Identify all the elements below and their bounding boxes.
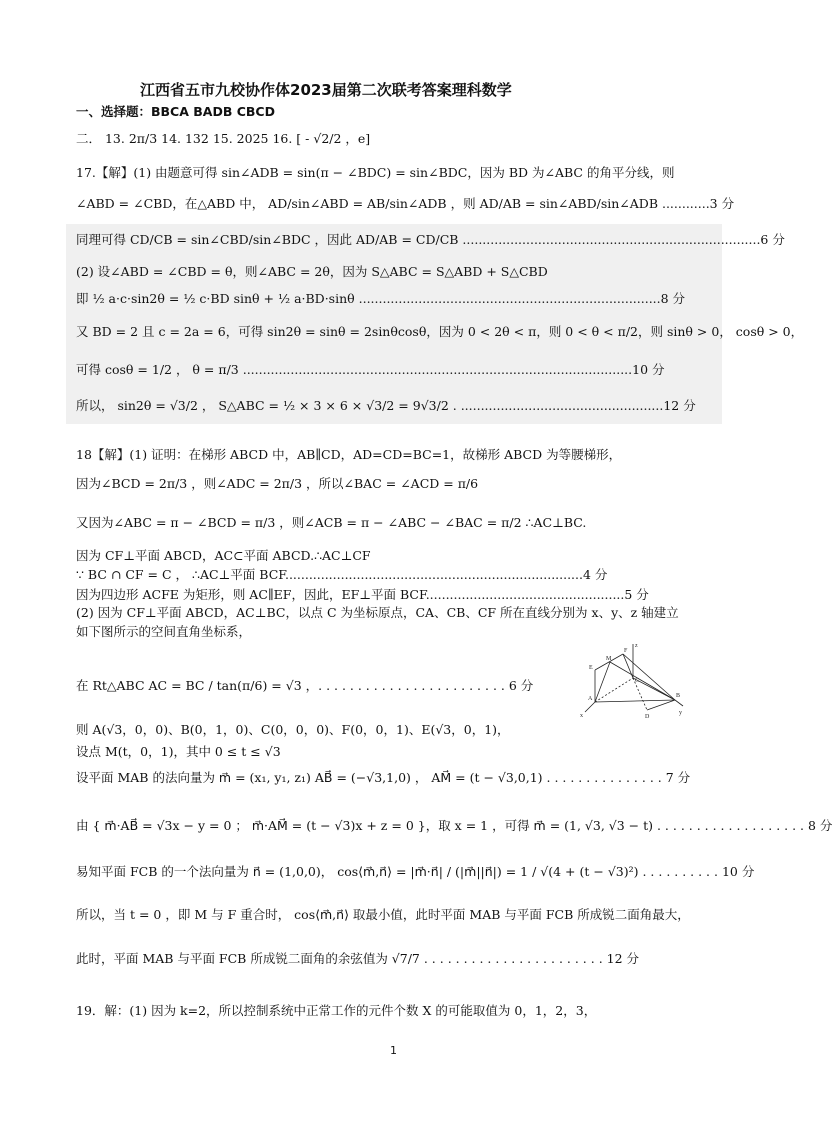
page-number: 1 xyxy=(390,1044,397,1057)
q18-line-12: 设平面 MAB 的法向量为 m⃗ = (x₁, y₁, z₁) AB⃗ = (−√3,1,0) ， AM⃗ = (t − √3,0,1) . . . . . . . . . . . . . . . 7 分 xyxy=(76,770,691,785)
figure-label-a: A xyxy=(588,696,593,702)
q18-line-14: 易知平面 FCB 的一个法向量为 n⃗ = (1,0,0)， cos⟨m⃗,n⃗⟩ = |m⃗·n⃗| / (|m⃗||n⃗|) = 1 / √(4 + (t − √3)²) . . . . . . . . . . 10 分 xyxy=(76,864,755,879)
figure-edge-ac xyxy=(595,678,633,702)
q18-line-7: (2) 因为 CF⊥平面 ABCD，AC⊥BC，以点 C 为坐标原点，CA、CB、CF 所在直线分别为 x、y、z 轴建立 xyxy=(76,605,679,620)
q17-line-4: (2) 设∠ABD = ∠CBD = θ，则∠ABC = 2θ，因为 S△ABC = S△ABD + S△CBD xyxy=(76,264,548,279)
coordinate-figure xyxy=(575,640,685,720)
q17-line-6: 又 BD = 2 且 c = 2a = 6，可得 sin2θ = sinθ = 2sinθcosθ，因为 0 < 2θ < π，则 0 < θ < π/2，则 sinθ > 0， cosθ > 0， xyxy=(76,324,804,339)
figure-edge-db xyxy=(647,700,675,710)
q18-line-6: 因为四边形 ACFE 为矩形，则 AC∥EF，因此，EF⊥平面 BCF..................................................5 分 xyxy=(76,587,649,602)
q18-line-3: 又因为∠ABC = π − ∠BCD = π/3 ，则∠ACB = π − ∠ABC − ∠BAC = π/2 ∴AC⊥BC. xyxy=(76,515,587,530)
figure-edge-mb xyxy=(610,662,675,700)
figure-label-y: y xyxy=(679,710,682,716)
q18-line-9: 在 Rt△ABC AC = BC / tan(π/6) = √3 ，. . . . . . . . . . . . . . . . . . . . . . . . 6 分 xyxy=(76,678,534,693)
q18-line-15: 所以，当 t = 0 ，即 M 与 F 重合时， cos⟨m⃗,n⃗⟩ 取最小值，此时平面 MAB 与平面 FCB 所成锐二面角最大， xyxy=(76,907,690,922)
q17-line-1: 17.【解】(1) 由题意可得 sin∠ADB = sin(π − ∠BDC) = sin∠BDC，因为 BD 为∠ABC 的角平分线，则 xyxy=(76,165,675,180)
q18-line-4: 因为 CF⊥平面 ABCD，AC⊂平面 ABCD.∴AC⊥CF xyxy=(76,548,371,563)
figure-edge-ma xyxy=(595,662,610,702)
q18-line-1: 18【解】(1) 证明：在梯形 ABCD 中，AB∥CD，AD=CD=BC=1，故梯形 ABCD 为等腰梯形， xyxy=(76,447,622,462)
answers-fill: 二． 13. 2π/3 14. 132 15. 2025 16. [ - √2/2 ，e] xyxy=(76,131,371,146)
figure-label-e: E xyxy=(589,665,593,671)
figure-label-c: C xyxy=(635,678,640,684)
q17-line-8: 所以， sin2θ = √3/2 ， S△ABC = ½ × 3 × 6 × √3/2 = 9√3/2 . ...................................................12 分 xyxy=(76,398,696,413)
q17-line-5: 即 ½ a·c·sin2θ = ½ c·BD sinθ + ½ a·BD·sinθ ............................................................................8 分 xyxy=(76,291,686,306)
document-title: 江西省五市九校协作体2023届第二次联考答案理科数学 xyxy=(140,81,512,99)
q18-line-10: 则 A(√3，0，0)、B(0，1，0)、C(0，0，0)、F(0，0，1)、E(√3，0，1)， xyxy=(76,722,510,737)
figure-edge-fb xyxy=(623,654,675,700)
q18-line-5: ∵ BC ∩ CF = C ， ∴AC⊥平面 BCF...........................................................................4 分 xyxy=(76,567,608,582)
q17-line-7: 可得 cosθ = 1/2 ， θ = π/3 ..................................................................................................10 分 xyxy=(76,362,665,377)
answers-choice: 一、选择题：BBCA BADB CBCD xyxy=(76,104,275,119)
q17-line-3: 同理可得 CD/CB = sin∠CBD/sin∠BDC ，因此 AD/AB = CD/CB ...........................................................................6 分 xyxy=(76,232,785,247)
figure-edge-ab xyxy=(595,700,675,702)
q18-line-2: 因为∠BCD = 2π/3 ，则∠ADC = 2π/3 ，所以∠BAC = ∠ACD = π/6 xyxy=(76,476,479,491)
q18-line-16: 此时，平面 MAB 与平面 FCB 所成锐二面角的余弦值为 √7/7 . . . . . . . . . . . . . . . . . . . . . . . 12 分 xyxy=(76,951,640,966)
figure-label-d: D xyxy=(645,714,650,720)
figure-label-z: z xyxy=(635,643,638,649)
figure-label-x: x xyxy=(580,713,583,719)
figure-label-b: B xyxy=(676,693,681,699)
figure-label-f: F xyxy=(624,648,628,654)
figure-axis-y xyxy=(675,700,683,706)
q18-line-13: 由 { m⃗·AB⃗ = √3x − y = 0 ； m⃗·AM⃗ = (t − √3)x + z = 0 }，取 x = 1 ，可得 m⃗ = (1, √3, √3 − t) . . . . . . . . . . . . . . . . . . . 8 分 xyxy=(76,818,832,833)
q19-line-1: 19．解：(1) 因为 k=2，所以控制系统中正常工作的元件个数 X 的可能取值为 0，1，2，3， xyxy=(76,1003,597,1018)
figure-axis-x xyxy=(585,702,595,712)
figure-label-m: M xyxy=(606,656,612,662)
q18-line-11: 设点 M(t，0，1)，其中 0 ≤ t ≤ √3 xyxy=(76,744,281,759)
q18-line-8: 如下图所示的空间直角坐标系， xyxy=(76,624,252,639)
q17-line-2: ∠ABD = ∠CBD，在△ABD 中， AD/sin∠ABD = AB/sin∠ADB ，则 AD/AB = sin∠ABD/sin∠ADB ............3 分 xyxy=(76,196,735,211)
